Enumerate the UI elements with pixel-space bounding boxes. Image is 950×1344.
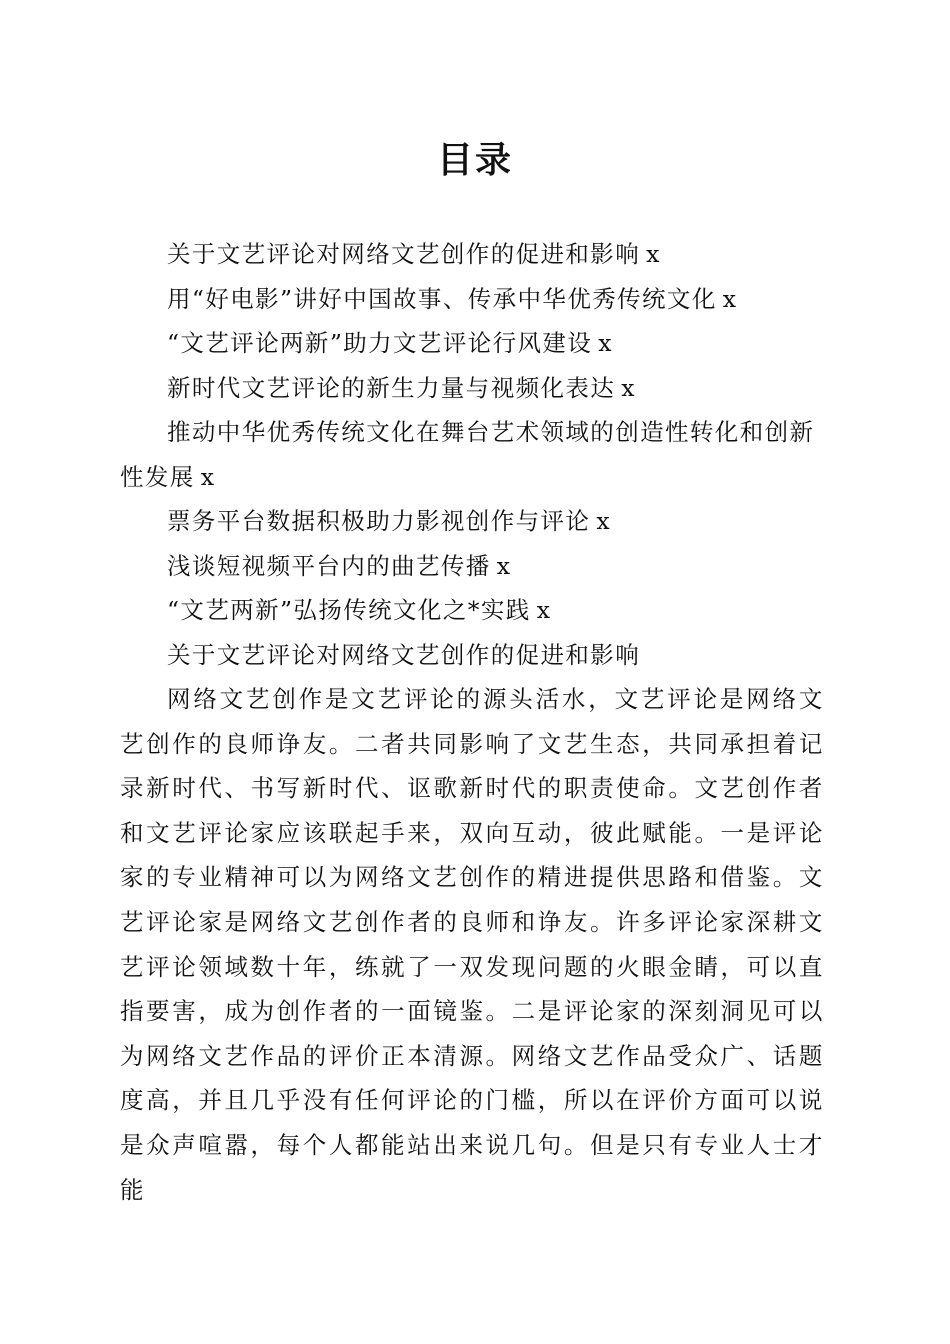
toc-item-text: 票务平台数据积极助力影视创作与评论 (167, 507, 591, 535)
toc-item-text: “文艺两新”弘扬传统文化之*实践 (167, 596, 531, 624)
table-of-contents (120, 232, 825, 677)
toc-item-text: “文艺评论两新”助力文艺评论行风建设 (167, 329, 593, 357)
toc-item-text: 用“好电影”讲好中国故事、传承中华优秀传统文化 (167, 284, 717, 313)
toc-item-marker: x (536, 596, 550, 624)
toc-item[interactable] (120, 366, 825, 411)
toc-item-marker: x (200, 462, 214, 491)
toc-item-marker: x (496, 551, 510, 580)
toc-item[interactable] (120, 499, 825, 544)
toc-item-text: 关于文艺评论对网络文艺创作的促进和影响 (167, 240, 641, 268)
page-title: 目录 (436, 139, 513, 181)
toc-item[interactable] (120, 321, 825, 366)
toc-item[interactable] (120, 232, 825, 277)
toc-item-marker: x (596, 507, 610, 535)
toc-item-marker: x (598, 329, 612, 357)
toc-item-text: 新时代文艺评论的新生力量与视频化表达 (167, 373, 616, 402)
body-paragraph: 网络文艺创作是文艺评论的源头活水，文艺评论是网络文艺创作的良师诤友。二者共同影响了文艺生态，共同承担着记录新时代、书写新时代、讴歌新时代的职责使命。文艺创作者和文艺评论家应该联起手来，双向互动，彼此赋能。一是评论家的专业精神可以为网络文艺创作的精进提供思路和借鉴。文艺评论家是网络文艺创作者的良师和诤友。许多评论家深耕文艺评论领域数十年，练就了一双发现问题的火眼金睛，可以直指要害，成为创作者的一面镜鉴。二是评论家的深刻洞见可以为网络文艺作品的评价正本清源。网络文艺作品受众广、话题度高，并且几乎没有任何评论的门槛，所以在评价方面可以说是众声喧嚣，每个人都能站出来说几句。但是只有专业人士才能 (120, 685, 825, 1204)
toc-item-text: 推动中华优秀传统文化在舞台艺术领域的创造性转化和创新性发展 (120, 418, 815, 491)
section-heading: 关于文艺评论对网络文艺创作的促进和影响 (167, 640, 641, 669)
toc-item[interactable] (120, 410, 825, 499)
toc-item[interactable] (120, 588, 825, 633)
toc-item-marker: x (621, 373, 635, 402)
toc-item-marker: x (722, 284, 736, 313)
toc-item[interactable] (120, 544, 825, 589)
toc-item-marker: x (646, 240, 660, 268)
toc-item-text: 浅谈短视频平台内的曲艺传播 (167, 551, 491, 580)
toc-item[interactable] (120, 277, 825, 322)
